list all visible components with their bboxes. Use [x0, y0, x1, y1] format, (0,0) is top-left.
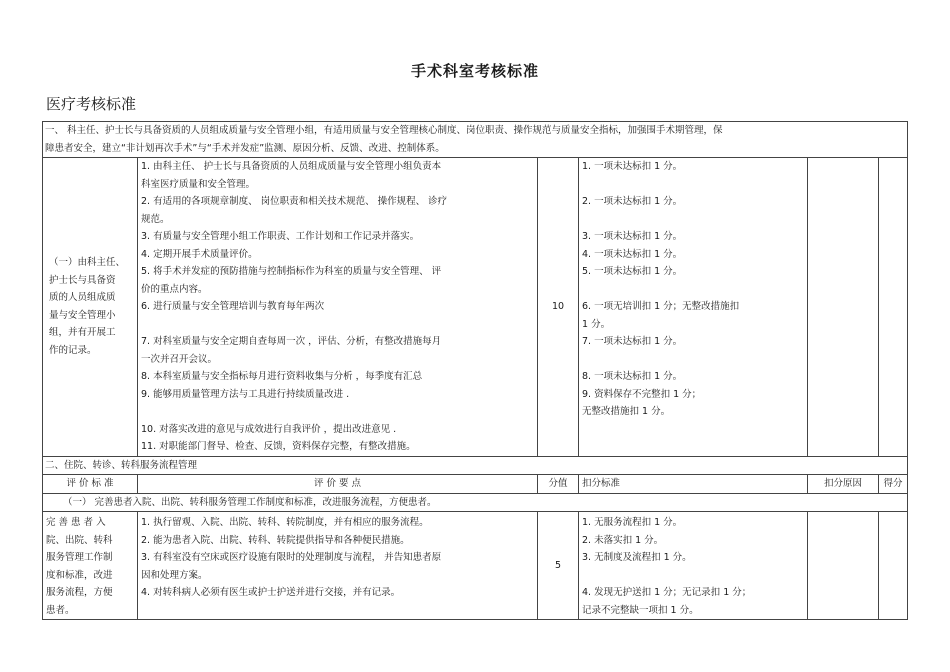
deduction-line: 3. 无制度及流程扣 1 分。	[582, 552, 692, 563]
point-line: 1. 由科主任、 护士长与具备资质的人员组成质量与安全管理小组负责本	[141, 161, 442, 172]
point-line: 2. 能为患者入院、出院、转科、转院提供指导和各种便民措施。	[141, 534, 410, 546]
point-line: 8. 本科室质量与安全指标每月进行资料收集与分析 ，每季度有汇总	[141, 371, 423, 382]
part2-body-row	[43, 512, 908, 620]
category-line: 服务流程，方便	[46, 587, 113, 598]
deduction-line: 2. 一项未达标扣 1 分。	[582, 196, 683, 207]
category-line: 质的人员组成质	[49, 292, 116, 304]
point-line: 11. 对职能部门督导、检查、反馈，资料保存完整，有整改措施。	[141, 441, 416, 452]
deduction-line	[582, 176, 804, 194]
point-line: 3. 有科室没有空床或医疗设施有限时的处理制度与流程， 并告知患者原	[141, 552, 442, 563]
column-standard: 评 价 标 准	[43, 475, 138, 494]
category-line: 量与安全管理小	[49, 309, 116, 321]
deduction-line: 4. 一项未达标扣 1 分。	[582, 248, 683, 260]
part2-score: 5	[538, 512, 579, 620]
point-line: 7. 对科室质量与安全定期自查每周一次 ，评估、分析，有整改措施每月	[141, 336, 442, 347]
category-line: 度和标准，改进	[46, 569, 113, 581]
point-line: 规范。	[141, 213, 170, 225]
part2-result-cell	[879, 512, 908, 620]
point-line: 2. 有适用的各项规章制度、 岗位职责和相关技术规范、 操作规程、 诊疗	[141, 196, 448, 207]
assessment-table	[42, 121, 908, 620]
deduction-line: 记录不完整缺一项扣 1 分。	[582, 604, 699, 616]
category-line: 护士长与具备资	[49, 274, 116, 286]
part1-body-row	[43, 158, 908, 457]
deduction-line: 1. 无服务流程扣 1 分。	[582, 517, 683, 528]
deduction-line: 1. 一项未达标扣 1 分。	[582, 161, 683, 172]
category-line: 完 善 患 者 入	[46, 517, 106, 528]
part1-result-cell	[879, 158, 908, 457]
part2-subheading-row	[43, 493, 908, 512]
deduction-line	[582, 281, 804, 299]
deduction-line: 无整改措施扣 1 分。	[582, 406, 671, 417]
point-line	[141, 316, 534, 334]
column-reason: 扣分原因	[808, 475, 879, 494]
column-deduct: 扣分标准	[579, 475, 808, 494]
point-line: 价的重点内容。	[141, 283, 208, 295]
part2-heading-row	[43, 456, 908, 475]
point-line	[141, 403, 534, 421]
part2-reason-cell	[808, 512, 879, 620]
column-result: 得分	[879, 475, 908, 494]
deduction-line	[582, 211, 804, 229]
point-line: 科室医疗质量和安全管理。	[141, 178, 256, 190]
part2-points	[138, 512, 538, 620]
deduction-line: 2. 未落实扣 1 分。	[582, 534, 664, 546]
deduction-line: 9. 资料保存不完整扣 1 分；	[582, 388, 702, 400]
point-line: 因和处理方案。	[141, 569, 208, 581]
category-line: 服务管理工作制	[46, 552, 113, 563]
category-line: 院、出院、转科	[46, 534, 113, 546]
deduction-line: 1 分。	[582, 318, 611, 330]
part1-intro-row	[43, 122, 908, 158]
deduction-line	[582, 567, 804, 585]
deduction-line: 8. 一项未达标扣 1 分。	[582, 371, 683, 382]
part2-category	[43, 512, 138, 620]
part2-subheading: （一） 完善患者入院、出院、转科服务管理工作制度和标准，改进服务流程，方便患者。	[43, 493, 908, 512]
part1-deductions	[579, 158, 808, 457]
part2-deductions	[579, 512, 808, 620]
point-line: 一次并召开会议。	[141, 353, 218, 365]
column-points: 评 价 要 点	[138, 475, 538, 494]
deduction-line: 6. 一项无培训扣 1 分；无整改措施扣	[582, 301, 740, 312]
part1-reason-cell	[808, 158, 879, 457]
column-score: 分值	[538, 475, 579, 494]
deduction-line: 4. 发现无护送扣 1 分；无记录扣 1 分；	[582, 587, 752, 598]
document-title: 手术科室考核标准	[410, 62, 539, 80]
intro-line: 障患者安全，建立“非计划再次手术”与“手术并发症”监测、原因分析、反馈、改进、控制体系。	[45, 142, 445, 154]
part1-score: 10	[538, 158, 579, 457]
deduction-line	[582, 438, 804, 456]
point-line: 1. 执行留观、入院、出院、转科、转院制度，并有相应的服务流程。	[141, 517, 429, 528]
point-line: 3. 有质量与安全管理小组工作职责、工作计划和工作记录并落实。	[141, 231, 420, 242]
point-line	[141, 602, 534, 620]
column-header-row	[43, 475, 908, 494]
intro-line: 一、 科主任、护士长与具备资质的人员组成质量与安全管理小组，有适用质量与安全管理核心制度、岗位职责、操作规范与质量安全指标，加强围手术期管理，保	[45, 125, 723, 136]
point-line: 5. 将手术并发症的预防措施与控制指标作为科室的质量与安全管理、 评	[141, 266, 442, 277]
part1-points	[138, 158, 538, 457]
part2-heading: 二、住院、转诊、转科服务流程管理	[43, 456, 908, 475]
section-title: 医疗考核标准	[46, 95, 137, 113]
point-line: 4. 对转科病人必须有医生或护士护送并进行交接，并有记录。	[141, 587, 401, 598]
deduction-line	[582, 421, 804, 439]
deduction-line	[582, 351, 804, 369]
deduction-line: 3. 一项未达标扣 1 分。	[582, 231, 683, 242]
deduction-line: 7. 一项未达标扣 1 分。	[582, 336, 683, 347]
point-line: 6. 进行质量与安全管理培训与教育每年两次	[141, 301, 325, 312]
part1-intro	[43, 122, 908, 158]
point-line: 4. 定期开展手术质量评价。	[141, 248, 258, 260]
category-line: 组，并有开展工	[49, 327, 116, 339]
category-line: 作的记录。	[49, 344, 97, 356]
part1-category	[43, 158, 138, 457]
category-line: （一）由科主任、	[49, 257, 126, 269]
category-line: 患者。	[46, 604, 75, 616]
point-line: 10. 对落实改进的意见与成效进行自我评价 ，提出改进意见 .	[141, 423, 397, 435]
deduction-line: 5. 一项未达标扣 1 分。	[582, 266, 683, 277]
point-line: 9. 能够用质量管理方法与工具进行持续质量改进 .	[141, 388, 350, 400]
